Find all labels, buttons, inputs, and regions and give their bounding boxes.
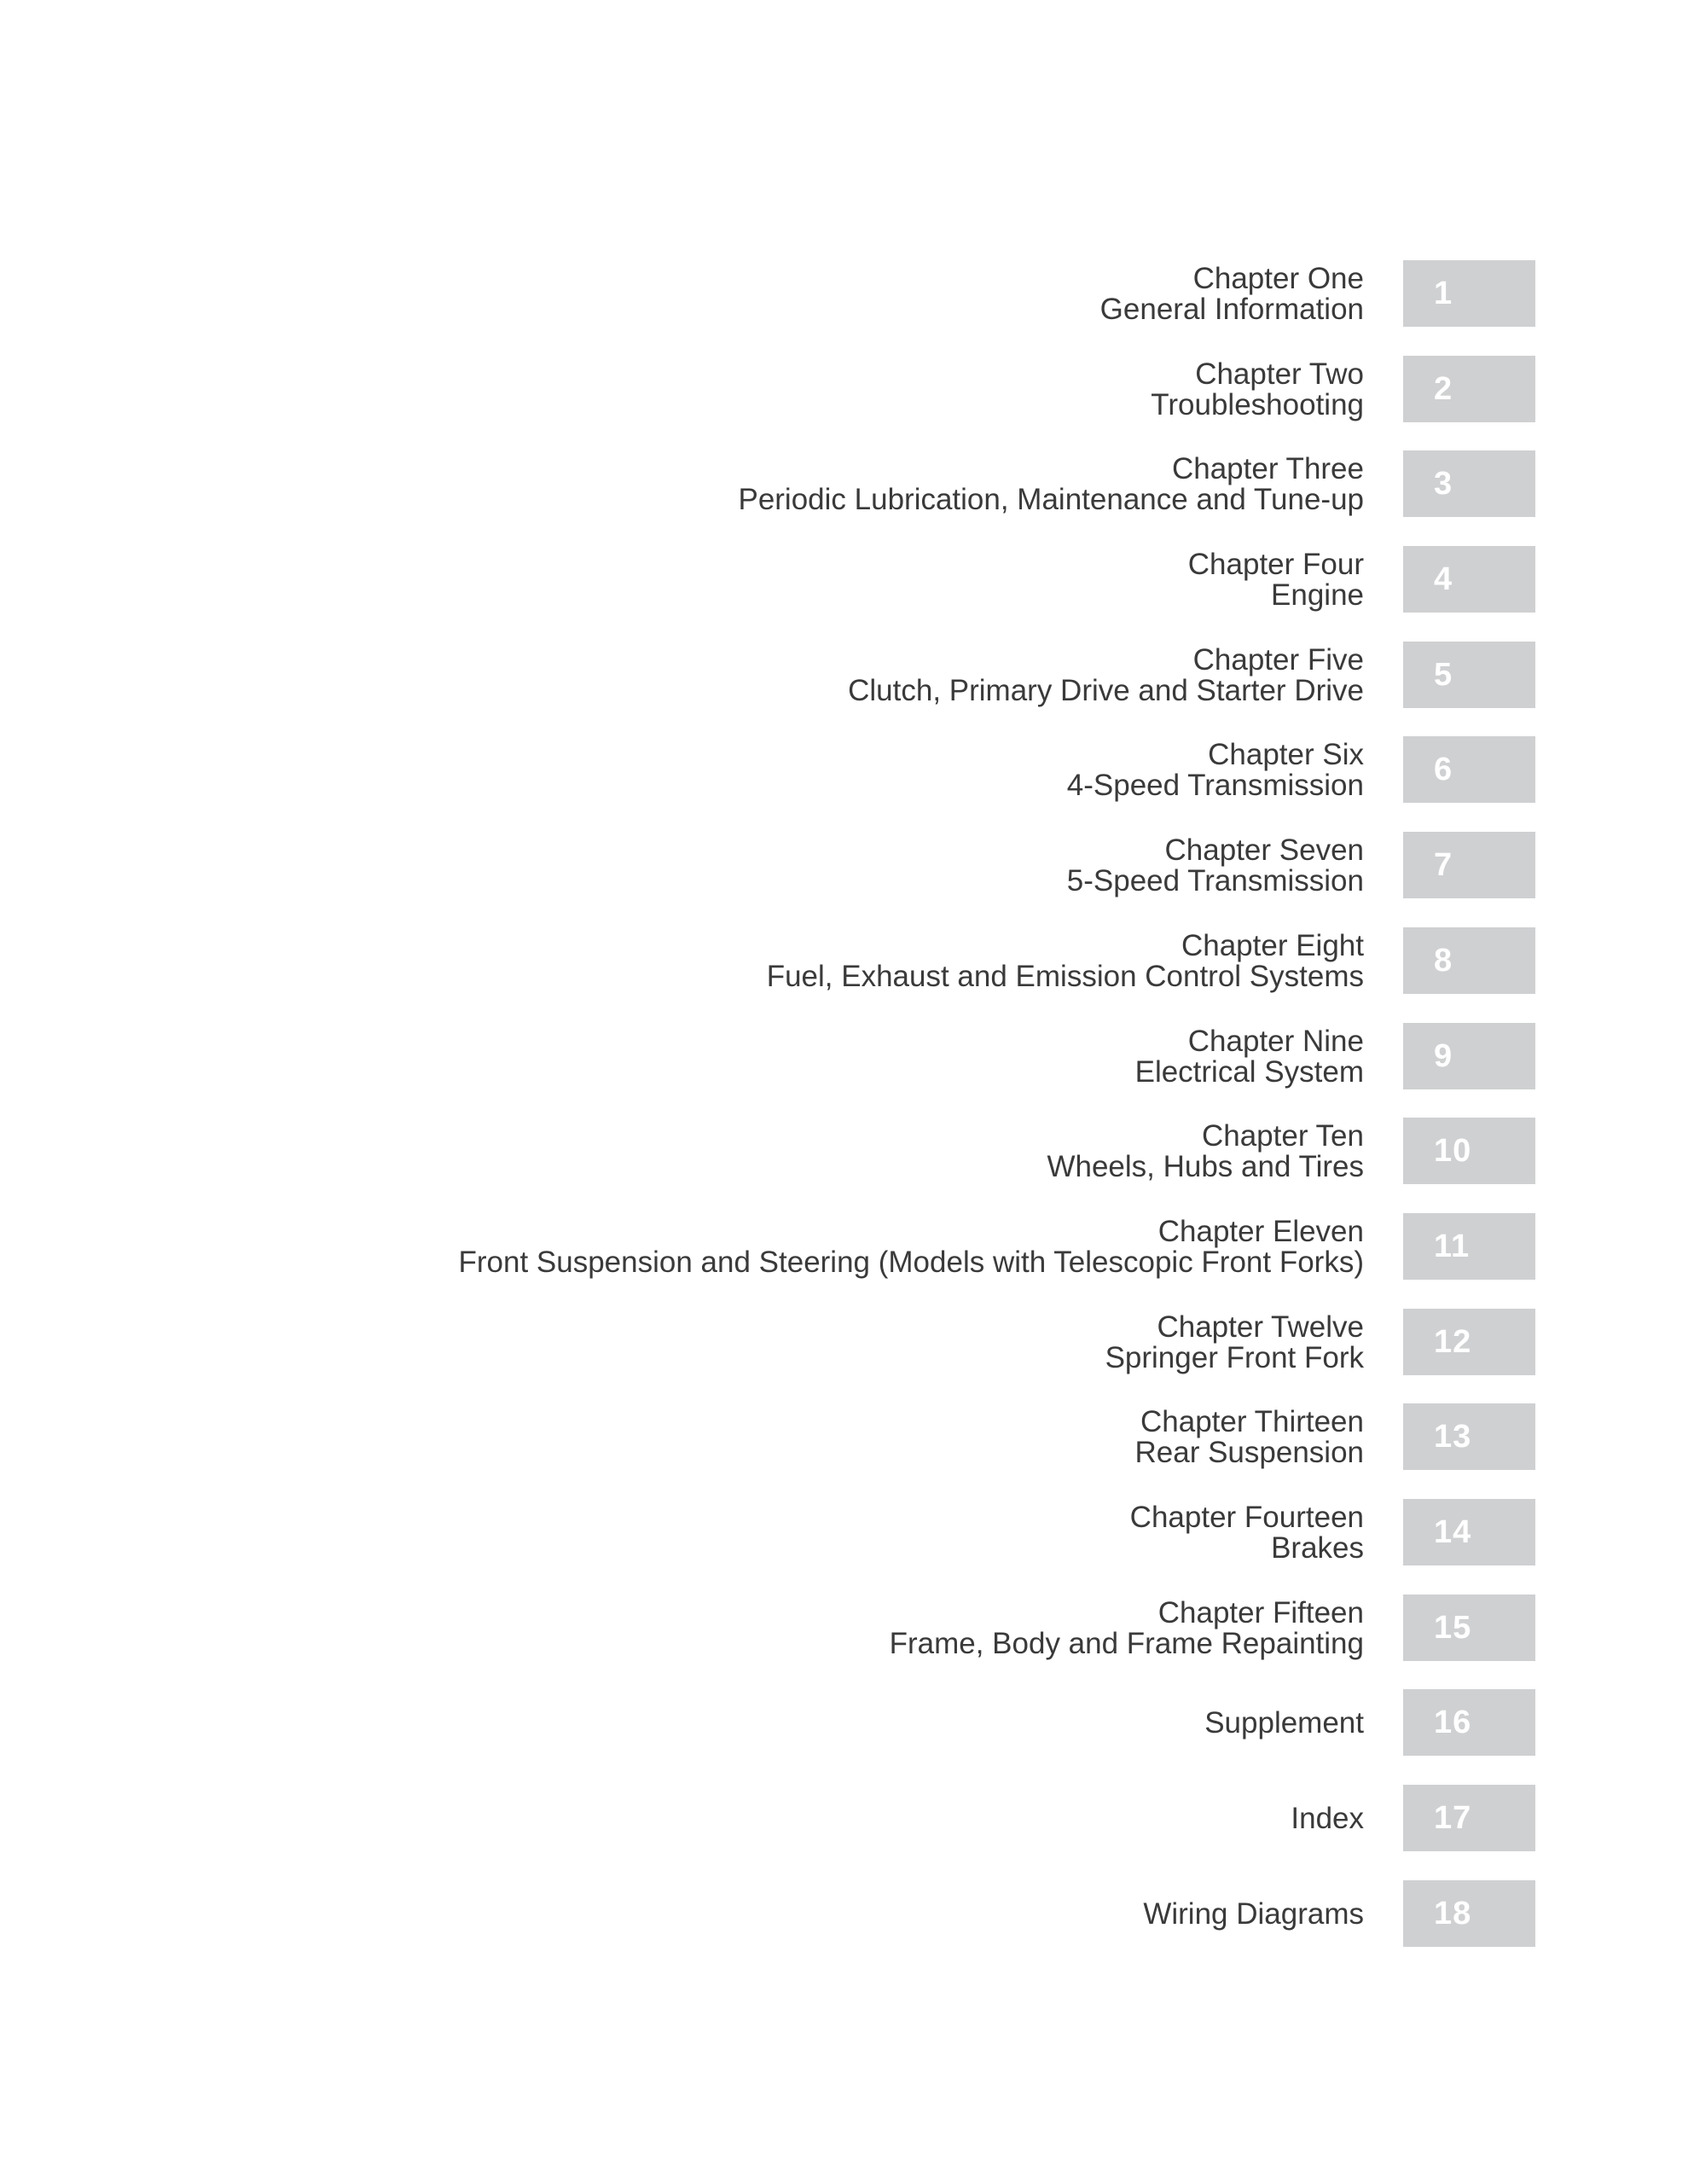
chapter-tab[interactable]: 17 xyxy=(1403,1785,1535,1851)
entry-label xyxy=(1204,1689,1364,1757)
entry-label xyxy=(848,642,1364,710)
toc-entry-12[interactable] xyxy=(0,1309,1694,1377)
chapter-title: Rear Suspension xyxy=(1134,1436,1364,1469)
chapter-tab[interactable]: 10 xyxy=(1403,1118,1535,1184)
chapter-title: Clutch, Primary Drive and Starter Drive xyxy=(848,674,1364,707)
chapter-title: 5-Speed Transmission xyxy=(1066,864,1364,897)
toc-entry-2[interactable] xyxy=(0,356,1694,424)
chapter-title: Front Suspension and Steering (Models with Telescopic Front Forks) xyxy=(458,1246,1364,1279)
chapter-tab[interactable]: 12 xyxy=(1403,1309,1535,1375)
chapter-number-label: Chapter Five xyxy=(1192,643,1364,677)
toc-entry-17[interactable] xyxy=(0,1785,1694,1853)
toc-entry-8[interactable] xyxy=(0,927,1694,996)
chapter-tab[interactable]: 6 xyxy=(1403,736,1535,803)
chapter-title: Supplement xyxy=(1204,1706,1364,1740)
entry-label xyxy=(890,1594,1364,1663)
chapter-tab[interactable]: 15 xyxy=(1403,1594,1535,1661)
chapter-title: Index xyxy=(1291,1802,1364,1835)
chapter-number-label: Chapter Nine xyxy=(1187,1025,1364,1058)
entry-label xyxy=(458,1213,1364,1281)
chapter-title: Wheels, Hubs and Tires xyxy=(1047,1150,1364,1183)
chapter-tab[interactable]: 1 xyxy=(1403,260,1535,327)
entry-label xyxy=(1100,260,1364,328)
entry-label xyxy=(1143,1880,1364,1949)
chapter-title: Springer Front Fork xyxy=(1105,1341,1364,1374)
chapter-number-label: Chapter Fifteen xyxy=(1157,1596,1364,1629)
entry-label xyxy=(1188,546,1364,614)
entry-label xyxy=(1151,356,1364,424)
chapter-tab[interactable]: 8 xyxy=(1403,927,1535,994)
chapter-number-label: Chapter Four xyxy=(1187,548,1364,581)
chapter-title: Brakes xyxy=(1271,1531,1364,1565)
entry-label xyxy=(1067,832,1364,900)
chapter-title: General Information xyxy=(1099,293,1364,326)
chapter-number-label: Chapter Seven xyxy=(1164,834,1364,867)
toc-entry-9[interactable] xyxy=(0,1023,1694,1091)
chapter-number-label: Chapter Eleven xyxy=(1157,1215,1364,1248)
entry-label xyxy=(738,450,1364,519)
chapter-title: Electrical System xyxy=(1134,1055,1364,1089)
chapter-number-label: Chapter Eight xyxy=(1181,929,1364,962)
chapter-title: Periodic Lubrication, Maintenance and Tune-up xyxy=(738,483,1364,516)
chapter-number-label: Chapter Ten xyxy=(1201,1119,1364,1153)
toc-entry-11[interactable] xyxy=(0,1213,1694,1281)
chapter-number-label: Chapter Three xyxy=(1171,452,1364,485)
chapter-title: 4-Speed Transmission xyxy=(1066,769,1364,802)
entry-label xyxy=(1135,1403,1365,1472)
chapter-title: Frame, Body and Frame Repainting xyxy=(889,1627,1364,1660)
chapter-tab[interactable]: 13 xyxy=(1403,1403,1535,1470)
entry-label xyxy=(1130,1499,1364,1567)
entry-label xyxy=(1047,1118,1364,1186)
entry-label xyxy=(1135,1023,1364,1091)
toc-entry-18[interactable] xyxy=(0,1880,1694,1949)
entry-label xyxy=(1067,736,1364,804)
chapter-tab[interactable]: 7 xyxy=(1403,832,1535,898)
toc-entry-1[interactable] xyxy=(0,260,1694,328)
toc-entry-15[interactable] xyxy=(0,1594,1694,1663)
chapter-tab[interactable]: 5 xyxy=(1403,642,1535,708)
chapter-tab[interactable]: 16 xyxy=(1403,1689,1535,1756)
chapter-number-label: Chapter Fourteen xyxy=(1129,1501,1364,1534)
chapter-tab[interactable]: 3 xyxy=(1403,450,1535,517)
chapter-tab[interactable]: 18 xyxy=(1403,1880,1535,1947)
chapter-number-label: Chapter Six xyxy=(1208,738,1364,771)
entry-label xyxy=(1291,1785,1364,1853)
toc-entry-16[interactable] xyxy=(0,1689,1694,1757)
toc-entry-10[interactable] xyxy=(0,1118,1694,1186)
chapter-title: Wiring Diagrams xyxy=(1143,1897,1364,1931)
chapter-tab[interactable]: 9 xyxy=(1403,1023,1535,1089)
chapter-number-label: Chapter Twelve xyxy=(1157,1310,1364,1344)
entry-label xyxy=(767,927,1364,996)
chapter-title: Troubleshooting xyxy=(1151,388,1364,421)
chapter-title: Fuel, Exhaust and Emission Control Systems xyxy=(766,960,1364,993)
toc-entry-7[interactable] xyxy=(0,832,1694,900)
chapter-number-label: Chapter Thirteen xyxy=(1140,1405,1364,1438)
toc-entry-13[interactable] xyxy=(0,1403,1694,1472)
toc-entry-4[interactable] xyxy=(0,546,1694,614)
chapter-tab[interactable]: 4 xyxy=(1403,546,1535,613)
toc-entry-6[interactable] xyxy=(0,736,1694,804)
toc-entry-5[interactable] xyxy=(0,642,1694,710)
chapter-number-label: Chapter Two xyxy=(1195,357,1364,391)
chapter-number-label: Chapter One xyxy=(1192,262,1364,295)
chapter-title: Engine xyxy=(1271,578,1364,612)
toc-entry-3[interactable] xyxy=(0,450,1694,519)
toc-entry-14[interactable] xyxy=(0,1499,1694,1567)
chapter-tab[interactable]: 14 xyxy=(1403,1499,1535,1565)
entry-label xyxy=(1105,1309,1364,1377)
chapter-tab[interactable]: 2 xyxy=(1403,356,1535,422)
chapter-tab[interactable]: 11 xyxy=(1403,1213,1535,1280)
